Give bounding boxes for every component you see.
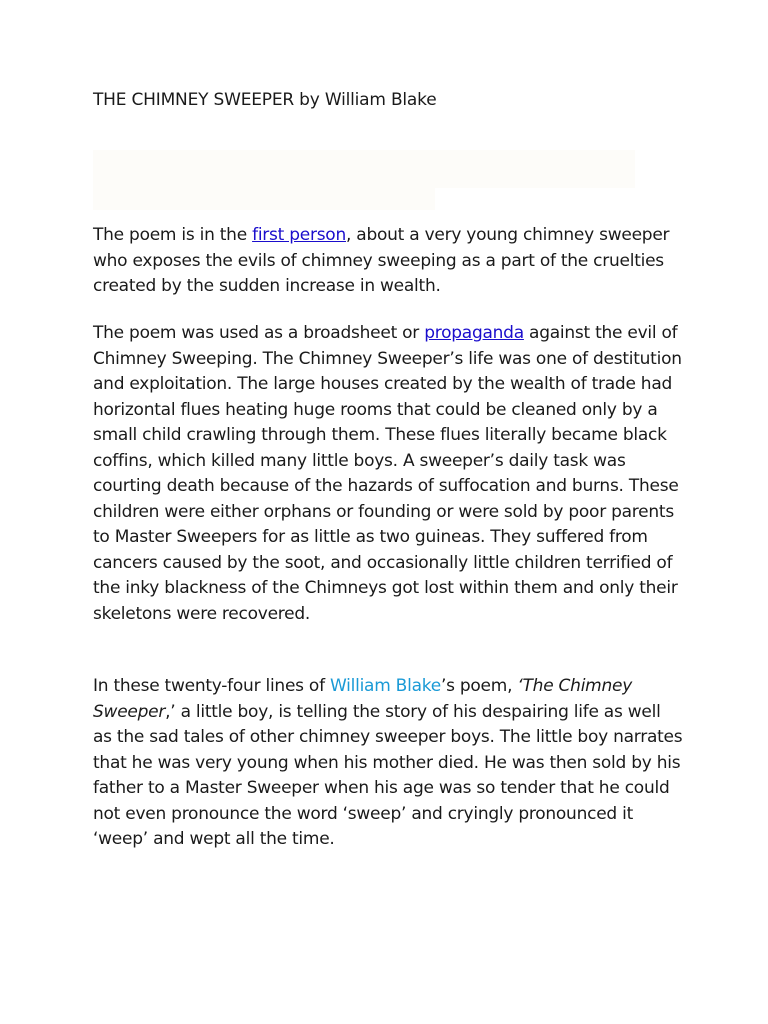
redacted-block — [93, 186, 435, 210]
paragraph-text: against the evil of Chimney Sweeping. The Chimney Sweeper’s life was one of destitution and exploitation. The large houses created by the wealth of trade had horizontal flues heating huge rooms that could be cleaned only by a small child crawling through them. These flues literally became black coffins, which killed many little boys. A sweeper’s daily task was courting death because of the hazards of suffocation and burns. These children were either orphans or founding or were sold by poor parents to Master Sweepers for as little as two guineas. They suffered from cancers caused by the soot, and occasionally little children terrified of the inky blackness of the Chimneys got lost within them and only their skeletons were recovered. — [93, 323, 682, 624]
william-blake-link[interactable]: William Blake — [329, 676, 441, 696]
paragraph-text: In these twenty-four lines of — [93, 676, 330, 696]
paragraph-text: ,’ a little boy, is telling the story of his despairing life as well as the sad tales of other chimney sweeper boys. The little boy narrates that he was very young when his mother died. He was then sold by his father to a Master Sweeper when his age was so tender that he could not even pronounce the word ‘sweep’ and cryingly pronounced it ‘weep’ and wept all the time. — [93, 701, 683, 849]
first-person-link[interactable]: first person — [252, 225, 346, 245]
redacted-block — [93, 150, 635, 188]
paragraph-text: The poem was used as a broadsheet or — [93, 323, 425, 343]
document-title: THE CHIMNEY SWEEPER by William Blake — [93, 90, 437, 110]
paragraph-text: , about a very young chimney sweeper who exposes the evils of chimney sweeping as a part of the cruelties created by the sudden increase in wealth. — [93, 225, 670, 296]
propaganda-link[interactable]: propaganda — [424, 323, 524, 343]
poem-title-italic: ‘The Chimney Sweeper — [93, 676, 633, 722]
paragraph-text: The poem is in the — [93, 225, 253, 245]
paragraph-text: ’s poem, — [440, 676, 518, 696]
paragraph-intro — [93, 223, 683, 300]
paragraph-summary — [93, 674, 683, 853]
paragraph-context — [93, 321, 683, 627]
